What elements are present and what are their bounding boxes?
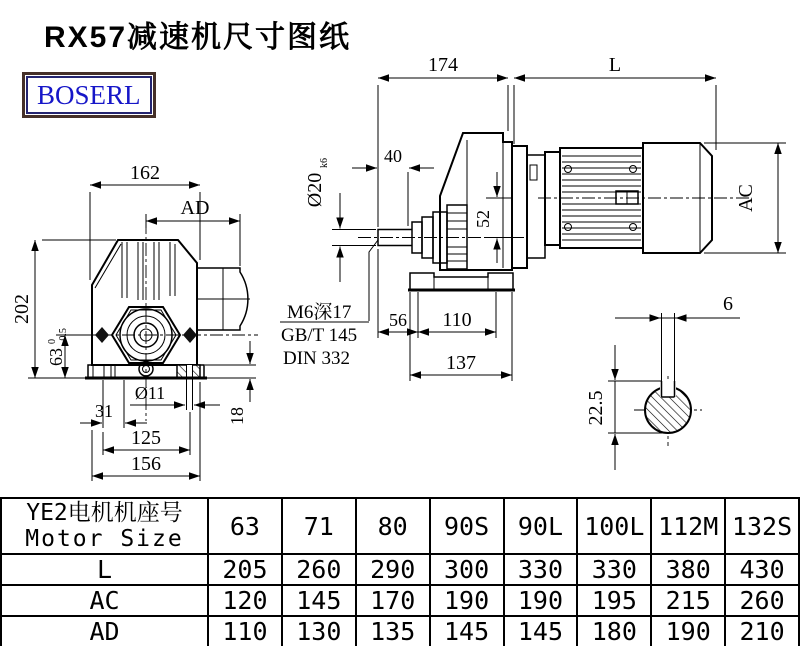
table-row-AD <box>1 616 799 646</box>
cell-AC-5: 195 <box>577 585 651 616</box>
logo-frame <box>22 72 156 118</box>
shaft-section-view <box>585 293 740 470</box>
col-100l: 100L <box>577 498 651 554</box>
header-en: Motor Size <box>25 526 184 552</box>
table-header-row <box>1 498 799 554</box>
svg-text:k6: k6 <box>319 158 330 168</box>
motor-size-table <box>0 497 800 646</box>
note-din-label: DIN 332 <box>283 348 351 369</box>
dim-125-label: 125 <box>131 427 161 449</box>
cell-AD-7: 210 <box>725 616 799 646</box>
dim-ad-label: AD <box>180 197 210 219</box>
cell-AD-0: 110 <box>208 616 282 646</box>
table-row-L <box>1 554 799 585</box>
cell-L-3: 300 <box>430 554 504 585</box>
dim-63-label <box>46 328 69 366</box>
row-label-L: L <box>1 554 208 585</box>
dim-hole-label: Ø11 <box>134 383 166 403</box>
dim-156-label: 156 <box>131 453 161 475</box>
cell-AC-0: 120 <box>208 585 282 616</box>
cell-AC-1: 145 <box>282 585 356 616</box>
logo-text: BOSERL <box>26 76 152 114</box>
cell-L-1: 260 <box>282 554 356 585</box>
cell-AD-6: 190 <box>651 616 725 646</box>
dim-52-label: 52 <box>473 210 493 228</box>
cell-L-7: 430 <box>725 554 799 585</box>
dim-ac-label: AC <box>735 184 757 212</box>
cell-L-5: 330 <box>577 554 651 585</box>
row-label-AC: AC <box>1 585 208 616</box>
cell-AD-1: 130 <box>282 616 356 646</box>
note-m6-label: M6深17 <box>287 302 352 323</box>
cell-AD-5: 180 <box>577 616 651 646</box>
dim-shaft-label <box>304 158 330 207</box>
note-gbt-label: GB/T 145 <box>281 325 358 346</box>
col-90l: 90L <box>504 498 578 554</box>
svg-text:-0.5: -0.5 <box>58 328 69 344</box>
dim-6-label: 6 <box>723 293 733 315</box>
cell-AC-4: 190 <box>504 585 578 616</box>
col-71: 71 <box>282 498 356 554</box>
front-view <box>11 162 258 481</box>
page-title: RX57减速机尺寸图纸 <box>44 21 352 54</box>
cell-AC-2: 170 <box>356 585 430 616</box>
table-row-AC <box>1 585 799 616</box>
dim-137-label: 137 <box>446 352 476 374</box>
col-63: 63 <box>208 498 282 554</box>
cell-L-4: 330 <box>504 554 578 585</box>
cell-AD-4: 145 <box>504 616 578 646</box>
cell-AC-3: 190 <box>430 585 504 616</box>
svg-text:0: 0 <box>47 339 58 344</box>
col-90s: 90S <box>430 498 504 554</box>
col-80: 80 <box>356 498 430 554</box>
header-cn: YE2电机机座号 <box>26 500 183 526</box>
side-view <box>280 54 786 381</box>
cell-AC-7: 260 <box>725 585 799 616</box>
cell-AC-6: 215 <box>651 585 725 616</box>
dim-110-label: 110 <box>442 309 472 331</box>
dim-40-label: 40 <box>384 146 402 166</box>
cell-AD-2: 135 <box>356 616 430 646</box>
dim-174-label: 174 <box>428 54 458 76</box>
bolt-left <box>95 327 109 343</box>
dim-162-label: 162 <box>130 162 160 184</box>
dim-31-label: 31 <box>95 401 113 421</box>
svg-text:Ø20: Ø20 <box>304 172 326 208</box>
col-112m: 112M <box>651 498 725 554</box>
cell-AD-3: 145 <box>430 616 504 646</box>
svg-text:63: 63 <box>46 348 66 366</box>
col-132s: 132S <box>725 498 799 554</box>
dim-56-label: 56 <box>389 310 407 330</box>
cell-L-6: 380 <box>651 554 725 585</box>
bolt-right <box>183 327 197 343</box>
dim-l-label: L <box>608 54 622 76</box>
dim-18-label: 18 <box>227 407 247 425</box>
cell-L-0: 205 <box>208 554 282 585</box>
cell-L-2: 290 <box>356 554 430 585</box>
row-label-AD: AD <box>1 616 208 646</box>
dim-202-label: 202 <box>11 294 33 324</box>
header-motor-size-cell <box>1 498 208 554</box>
dim-22-5-label: 22.5 <box>585 390 607 426</box>
